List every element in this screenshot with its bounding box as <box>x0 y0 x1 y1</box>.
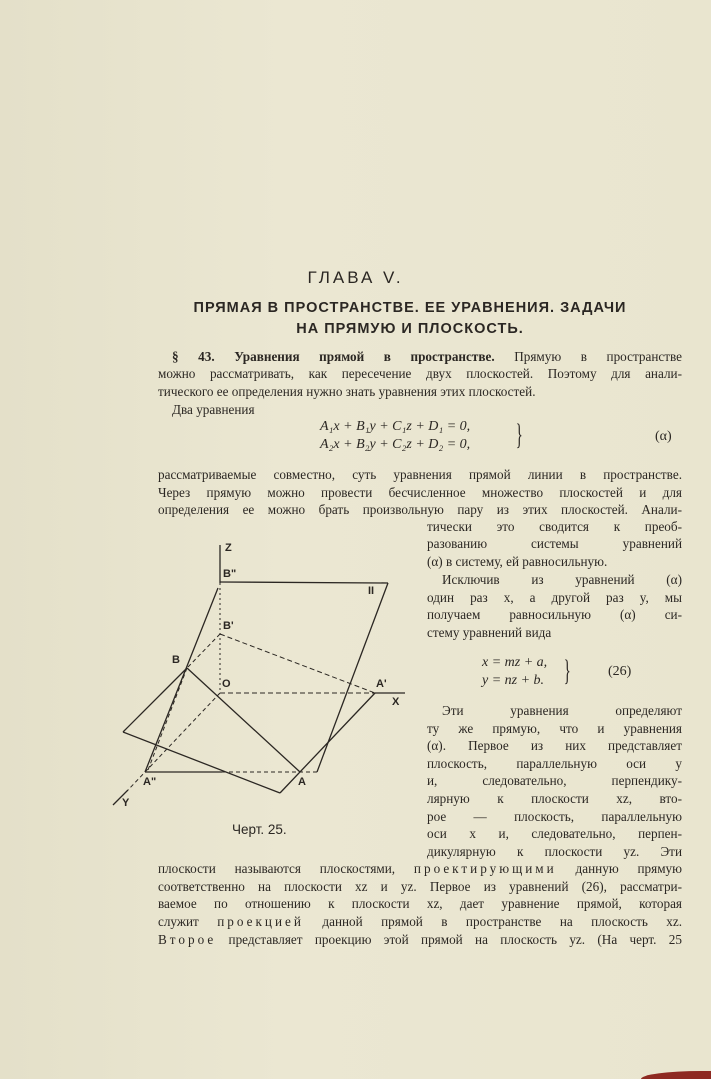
text-line: тически это сводится к преоб- <box>427 519 682 534</box>
spaced-emphasis: Второе <box>158 931 217 947</box>
label-a2: A" <box>143 776 157 788</box>
label-ii: II <box>368 585 375 597</box>
text-line: можно рассматривать, как пересечение двух плоскостей. Поэтому для анали- <box>158 366 682 381</box>
text-segment: данной прямой в пространстве на плоскость xz. <box>322 914 682 930</box>
text-line: (α) в систему, ей равносильную. <box>427 554 608 569</box>
text-line: Эти уравнения определяют <box>442 703 682 718</box>
equation-26-2: y = nz + b. <box>482 673 545 688</box>
text-line: (α). Первое из них представляет <box>427 738 682 754</box>
text-line: разованию системы уравнений <box>427 536 682 551</box>
text-line: рассматриваемые совместно, суть уравнения прямой линии в пространстве. <box>158 467 682 482</box>
text-segment: данную прямую <box>575 861 682 876</box>
spaced-emphasis: проектирующими <box>413 861 557 876</box>
text-segment: ваемое по отношению к плоскости xz, дает уравнение прямой, которая <box>158 896 682 912</box>
equation-a-1: A₁x + B₁y + C₁z + D₁ = 0, <box>320 419 471 434</box>
text-line: тического ее определения нужно знать уравнения этих плоскостей. <box>158 384 536 399</box>
text-line: Через прямую можно провести бесчисленное множество плоскостей и для <box>158 484 682 500</box>
section-title: § 43. Уравнения прямой в пространстве. <box>172 349 495 364</box>
text-line: определения ее можно брать произвольную пару из этих плоскостей. Анали- <box>158 502 682 517</box>
y-axis-hidden <box>128 693 220 790</box>
text-line: плоскость, параллельную оси y <box>427 755 682 771</box>
text-segment: соответственно на плоскости xz и yz. Первое из уравнений (26), рассматри- <box>158 878 682 894</box>
text-line: лярную к плоскости xz, вто- <box>427 791 682 806</box>
equation-26-1: x = mz + a, <box>482 655 548 670</box>
label-z: Z <box>225 542 232 554</box>
equation-label-26: (26) <box>608 664 632 679</box>
text-line: получаем равносильную (α) си- <box>427 607 682 622</box>
chapter-title: ГЛАВА V. <box>307 268 404 287</box>
text-line: и, следовательно, перпендику- <box>427 773 682 789</box>
label-y: Y <box>122 797 130 809</box>
text-line: оси x и, следовательно, перпен- <box>427 826 682 842</box>
chapter-heading-line-2: НА ПРЯМУЮ И ПЛОСКОСТЬ. <box>296 321 524 337</box>
equation-brace: } <box>563 654 571 687</box>
equation-label-a: (α) <box>655 429 672 444</box>
label-b2: B" <box>223 568 237 580</box>
label-o: O <box>222 678 231 690</box>
equation-brace: } <box>515 418 523 451</box>
line-b1-a1 <box>220 634 375 693</box>
line-b-a <box>187 668 300 772</box>
label-b: B <box>172 654 180 666</box>
line-b2-ii <box>220 582 388 583</box>
spaced-emphasis: проекцией <box>217 914 304 930</box>
section-text: Прямую в пространстве <box>514 349 682 364</box>
text-segment: представляет проекцию этой прямой на плоскость yz. (На черт. 25 <box>228 931 682 947</box>
label-a1: A' <box>376 678 387 690</box>
text-line: Два уравнения <box>172 402 255 417</box>
text-segment: плоскости называются плоскостями, <box>158 861 396 876</box>
label-b1: B' <box>223 620 234 632</box>
text-segment: служит <box>158 914 199 930</box>
text-line: дикулярную к плоскости yz. Эти <box>427 843 682 859</box>
label-a: A <box>298 776 306 788</box>
text-line: один раз x, а другой раз y, мы <box>427 590 682 605</box>
line-b1-b <box>187 634 220 668</box>
plane-edge-left <box>123 668 187 732</box>
chapter-heading-line-1: ПРЯМАЯ В ПРОСТРАНСТВЕ. ЕЕ УРАВНЕНИЯ. ЗАДАЧИ <box>193 300 627 316</box>
figure-caption: Черт. 25. <box>232 822 287 837</box>
text-line: ту же прямую, что и уравнения <box>427 720 682 736</box>
text-line: Исключив из уравнений (α) <box>442 572 682 587</box>
plane-edge-right <box>280 693 375 793</box>
text-line: рое — плоскость, параллельную <box>427 808 682 824</box>
text-line: стему уравнений вида <box>427 625 552 640</box>
equation-a-2: A₂x + B₂y + C₂z + D₂ = 0, <box>320 437 471 452</box>
label-x: X <box>392 696 400 708</box>
